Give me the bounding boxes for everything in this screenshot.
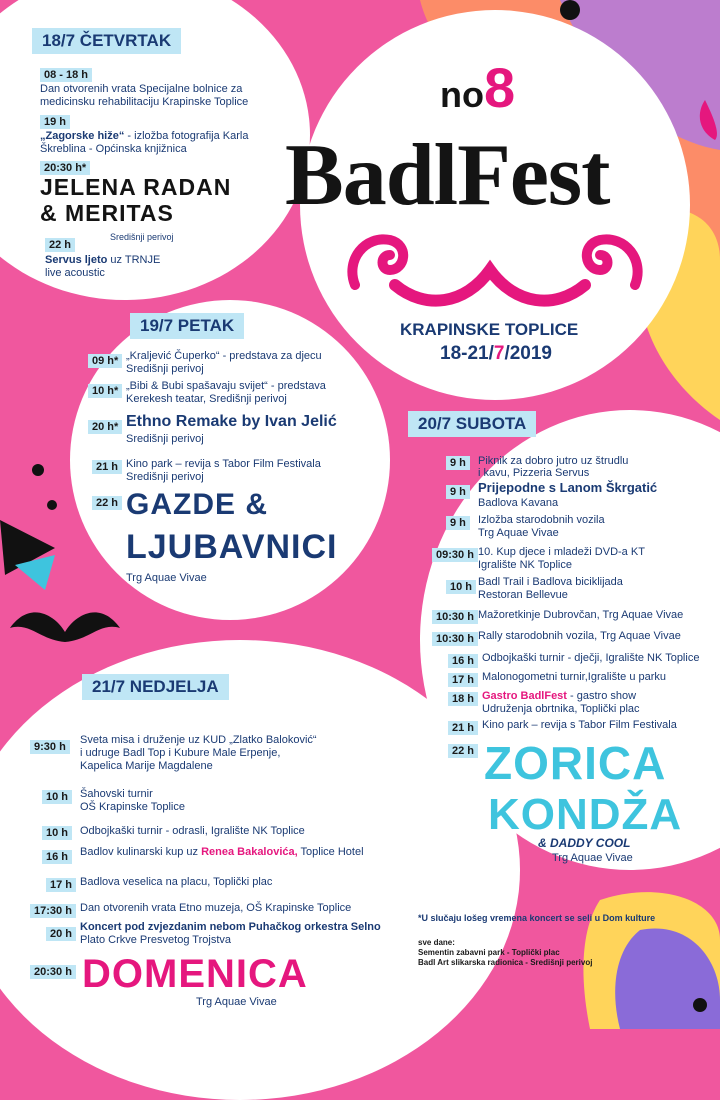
- day2-ev2-line1: „Bibi & Bubi spašavaju svijet“ - predstava: [126, 380, 326, 392]
- day1-ev1-time: 08 - 18 h: [40, 68, 92, 82]
- black-dot: [47, 500, 57, 510]
- day4-ev7-time: 20 h: [46, 927, 76, 941]
- day2-ev3-line1: Ethno Remake by Ivan Jelić: [126, 413, 337, 430]
- day3-ev12-time: 22 h: [448, 744, 478, 758]
- day3-ev7-time: 10:30 h: [432, 632, 478, 646]
- day3-ev5-time: 10 h: [446, 580, 476, 594]
- day3-ev8-time: 16 h: [448, 654, 478, 668]
- day3-ev4-time: 09:30 h: [432, 548, 478, 562]
- day4-ev2-line2: OŠ Krapinske Toplice: [80, 801, 185, 813]
- edition-prefix: no: [440, 74, 484, 115]
- day1-ev1-line1: Dan otvorenih vrata Specijalne bolnice za: [40, 83, 243, 95]
- day4-ev5-time: 17 h: [46, 878, 76, 892]
- day4-ev4-time: 16 h: [42, 850, 72, 864]
- day2-ev1-line2: Središnji perivoj: [126, 363, 204, 375]
- dates-part1: 18-21/: [440, 343, 494, 364]
- day2-ev3-time: 20 h*: [88, 420, 122, 434]
- day4-ev1-line2: i udruge Badl Top i Kubure Male Erpenje,: [80, 747, 281, 759]
- day1-ev2-time: 19 h: [40, 115, 70, 129]
- day3-ev11-line1: Kino park – revija s Tabor Film Festivala: [482, 719, 677, 731]
- day3-ev6-time: 10:30 h: [432, 610, 478, 624]
- black-dot: [32, 464, 44, 476]
- day3-ev11-time: 21 h: [448, 721, 478, 735]
- day1-ev2-line2: Škreblina - Općinska knjižnica: [40, 143, 187, 155]
- day2-header: 19/7 PETAK: [130, 313, 244, 339]
- day3-ev5-line2: Restoran Bellevue: [478, 589, 568, 601]
- day1-header: 18/7 ČETVRTAK: [32, 28, 181, 54]
- day3-ev1-line1: Piknik za dobro jutro uz štrudlu: [478, 455, 629, 467]
- day2-ev5-name2: LJUBAVNICI: [126, 528, 338, 566]
- day3-ev9-line1: Malonogometni turnir,Igralište u parku: [482, 671, 667, 683]
- day2-ev1-line1: „Kraljević Čuperko“ - predstava za djecu: [126, 350, 322, 362]
- day3-ev10-time: 18 h: [448, 692, 478, 706]
- day3-ev10-desc: - gastro show: [566, 690, 637, 702]
- day3-ev12-place: Trg Aquae Vivae: [552, 852, 633, 864]
- day2-ev2-time: 10 h*: [88, 384, 122, 398]
- edition-digit: 8: [483, 56, 516, 119]
- day2-ev4-line1: Kino park – revija s Tabor Film Festivala: [126, 458, 321, 470]
- day1-ev4-desc: uz TRNJE: [107, 254, 161, 266]
- day4-ev4-line1: [80, 846, 364, 858]
- day4-ev8-name: DOMENICA: [82, 952, 308, 996]
- dates-month: 7: [493, 343, 505, 364]
- location: KRAPINSKE TOPLICE: [400, 320, 579, 339]
- day4-ev4-desc2: Toplice Hotel: [297, 846, 364, 858]
- servus-ljeto: Servus ljeto: [45, 254, 108, 266]
- day1-ev3-time: 20:30 h*: [40, 161, 90, 175]
- day4-ev5-line1: Badlova veselica na placu, Toplički plac: [80, 876, 273, 888]
- day3-ev12-guest: & DADDY COOL: [538, 836, 631, 850]
- day4-ev7-line2: Plato Crkve Presvetog Trojstva: [80, 934, 232, 946]
- day1-ev4-line1: [45, 254, 160, 266]
- day4-ev8-place: Trg Aquae Vivae: [196, 996, 277, 1008]
- black-dot: [693, 998, 707, 1012]
- day2-ev4-line2: Središnji perivoj: [126, 471, 204, 483]
- weather-footnote: *U slučaju lošeg vremena koncert se seli u Dom kulture: [418, 913, 656, 923]
- day2-ev3-line2: Središnji perivoj: [126, 433, 204, 445]
- day3-ev9-time: 17 h: [448, 673, 478, 687]
- day3-ev3-line2: Trg Aquae Vivae: [478, 527, 559, 539]
- day4-ev3-time: 10 h: [42, 826, 72, 840]
- day4-ev3-line1: Odbojkaški turnir - odrasli, Igralište NK Toplice: [80, 825, 305, 837]
- dates-part3: /2019: [504, 343, 552, 364]
- day1-ev3-name2: & MERITAS: [40, 200, 174, 226]
- day4-ev8-time: 20:30 h: [30, 965, 76, 979]
- day3-ev2-line2: Badlova Kavana: [478, 497, 559, 509]
- day3-ev3-line1: Izložba starodobnih vozila: [478, 514, 605, 526]
- day3-ev3-time: 9 h: [446, 516, 470, 530]
- day1-ev3-place: Središnji perivoj: [110, 232, 174, 242]
- renea-bakalovica: Renea Bakalovića,: [201, 846, 298, 858]
- day3-ev7-line1: Rally starodobnih vozila, Trg Aquae Vivae: [478, 630, 681, 642]
- day2-ev1-time: 09 h*: [88, 354, 122, 368]
- day3-ev10-line1: [482, 690, 636, 702]
- day1-ev1-line2: medicinsku rehabilitaciju Krapinske Toplice: [40, 96, 249, 108]
- day3-ev6-line1: Mažoretkinje Dubrovčan, Trg Aquae Vivae: [478, 609, 684, 621]
- all-days-label: sve dane:: [418, 938, 455, 947]
- day4-ev1-time: 9:30 h: [30, 740, 70, 754]
- edition-number: [440, 55, 515, 120]
- day2-ev5-time: 22 h: [92, 496, 122, 510]
- day4-ev1-line3: Kapelica Marije Magdalene: [80, 760, 213, 772]
- day3-ev10-line2: Udruženja obrtnika, Toplički plac: [482, 703, 640, 715]
- day4-ev6-time: 17:30 h: [30, 904, 76, 918]
- day3-ev12-name1: ZORICA: [484, 737, 667, 789]
- gastro-badlfest: Gastro BadlFest: [482, 690, 567, 702]
- day3-ev5-line1: Badl Trail i Badlova biciklijada: [478, 576, 623, 588]
- day4-ev2-line1: Šahovski turnir: [80, 788, 153, 800]
- day2-ev5-place: Trg Aquae Vivae: [126, 572, 207, 584]
- day1-ev3-name1: JELENA RADAN: [40, 174, 232, 200]
- day3-ev8-line1: Odbojkaški turnir - dječji, Igralište NK Toplice: [482, 652, 700, 664]
- day3-ev1-time: 9 h: [446, 456, 470, 470]
- all-days-line1: Sementin zabavni park - Toplički plac: [418, 948, 560, 957]
- day1-ev2-desc: - izložba fotografija Karla: [124, 130, 249, 142]
- day3-ev1-line2: i kavu, Pizzeria Servus: [478, 467, 590, 479]
- day3-ev4-line2: Igralište NK Toplice: [478, 559, 572, 571]
- black-dot: [560, 0, 580, 20]
- day1-ev2-line1: [40, 130, 248, 142]
- day3-ev2-line1: Prijepodne s Lanom Škrgatić: [478, 480, 658, 495]
- day1-ev4-line2: live acoustic: [45, 267, 105, 279]
- festival-title: BadlFest: [285, 127, 610, 224]
- day3-ev2-time: 9 h: [446, 485, 470, 499]
- day2-ev5-name1: GAZDE &: [126, 488, 268, 521]
- day1-ev4-time: 22 h: [45, 238, 75, 252]
- day3-header: 20/7 SUBOTA: [408, 411, 536, 437]
- day3-ev4-line1: 10. Kup djece i mladeži DVD-a KT: [478, 546, 645, 558]
- day2-ev2-line2: Kerekesh teatar, Središnji perivoj: [126, 393, 287, 405]
- day4-ev6-line1: Dan otvorenih vrata Etno muzeja, OŠ Krapinske Toplice: [80, 902, 352, 914]
- day4-ev7-line1: Koncert pod zvjezdanim nebom Puhačkog orkestra Selno: [80, 921, 381, 933]
- day4-header: 21/7 NEDJELJA: [82, 674, 229, 700]
- day2-ev4-time: 21 h: [92, 460, 122, 474]
- day4-ev2-time: 10 h: [42, 790, 72, 804]
- day4-ev4-desc1: Badlov kulinarski kup uz: [80, 846, 202, 858]
- day4-ev1-line1: Sveta misa i druženje uz KUD „Zlatko Baloković“: [80, 734, 317, 746]
- mustache-logo-icon: [335, 225, 655, 315]
- zagorske-hize: „Zagorske hiže“: [40, 130, 125, 142]
- all-days-line2: Badl Art slikarska radionica - Središnji perivoj: [418, 958, 593, 967]
- day3-ev12-name2: KONDŽA: [488, 790, 683, 839]
- festival-dates: [440, 343, 552, 365]
